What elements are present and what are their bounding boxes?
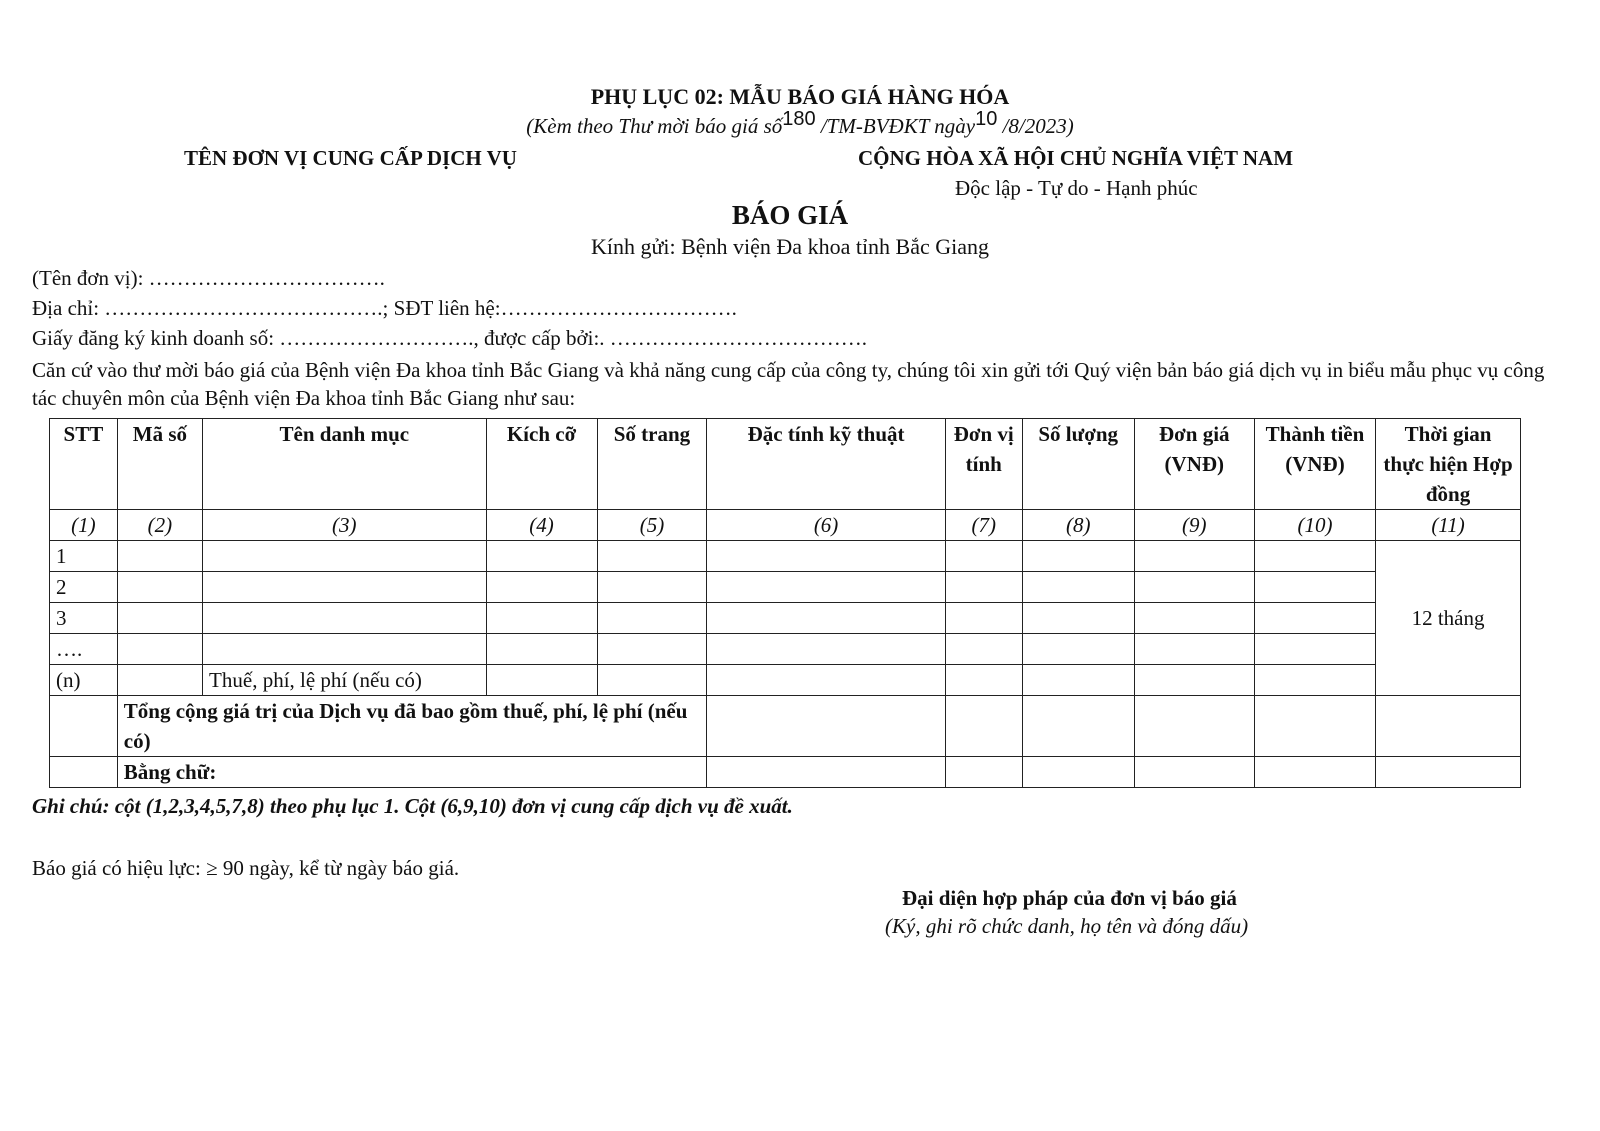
note-line: Ghi chú: cột (1,2,3,4,5,7,8) theo phụ lục 1. Cột (6,9,10) đơn vị cung cấp dịch vụ đề xuất. xyxy=(32,794,793,818)
row-stt: 3 xyxy=(50,603,118,634)
cell xyxy=(1254,665,1375,696)
representative-instructions: (Ký, ghi rõ chức danh, họ tên và đóng dấu) xyxy=(885,914,1249,938)
cell xyxy=(1134,634,1254,665)
cell xyxy=(597,634,707,665)
cell-name xyxy=(203,634,487,665)
validity-line: Báo giá có hiệu lực: ≥ 90 ngày, kể từ ngày báo giá. xyxy=(32,856,460,880)
cell xyxy=(1022,541,1134,572)
column-number: (2) xyxy=(117,510,202,541)
column-number: (10) xyxy=(1254,510,1375,541)
cell xyxy=(597,572,707,603)
cell xyxy=(1134,696,1254,757)
cell xyxy=(1134,665,1254,696)
cell xyxy=(945,572,1022,603)
cell xyxy=(117,603,202,634)
cell xyxy=(50,696,118,757)
cell xyxy=(945,665,1022,696)
header-spec: Đặc tính kỹ thuật xyxy=(707,419,945,510)
appendix-title: PHỤ LỤC 02: MẪU BÁO GIÁ HÀNG HÓA xyxy=(590,84,1010,109)
total-label: Tổng cộng giá trị của Dịch vụ đã bao gồm thuế, phí, lệ phí (nếu có) xyxy=(117,696,707,757)
quotation-table xyxy=(49,418,1521,788)
cell xyxy=(1254,603,1375,634)
cell xyxy=(707,572,945,603)
column-number: (5) xyxy=(597,510,707,541)
cell xyxy=(486,572,597,603)
column-number: (9) xyxy=(1134,510,1254,541)
cell xyxy=(945,634,1022,665)
cell xyxy=(1022,665,1134,696)
cell xyxy=(597,541,707,572)
row-stt: …. xyxy=(50,634,118,665)
cell xyxy=(1376,757,1521,788)
cell xyxy=(117,665,202,696)
cell-name xyxy=(203,541,487,572)
column-number: (1) xyxy=(50,510,118,541)
column-number: (7) xyxy=(945,510,1022,541)
attachment-reference xyxy=(0,108,1600,139)
cell xyxy=(945,696,1022,757)
cell xyxy=(945,541,1022,572)
table-row xyxy=(50,603,1521,634)
in-words-row xyxy=(50,757,1521,788)
invitation-day: 10 xyxy=(975,108,998,130)
cell xyxy=(707,603,945,634)
total-row xyxy=(50,696,1521,757)
cell xyxy=(486,603,597,634)
header-duration: Thời gian thực hiện Hợp đồng xyxy=(1376,419,1521,510)
row-stt: 2 xyxy=(50,572,118,603)
header-name: Tên danh mục xyxy=(203,419,487,510)
cell xyxy=(707,696,945,757)
cell xyxy=(1134,603,1254,634)
header-qty: Số lượng xyxy=(1022,419,1134,510)
attachment-middle: /TM-BVĐKT ngày xyxy=(815,114,976,138)
header-price: Đơn giá (VNĐ) xyxy=(1134,419,1254,510)
cell xyxy=(597,603,707,634)
column-number: (6) xyxy=(707,510,945,541)
intro-paragraph: Căn cứ vào thư mời báo giá của Bệnh viện Đa khoa tỉnh Bắc Giang và khả năng cung cấp của công ty, chúng tôi xin gửi tới Quý viện bản báo giá dịch vụ in biểu mẫu phục vụ công tác chuyên môn của Bệnh viện Đa khoa tỉnh Bắc Giang như sau: xyxy=(32,358,1545,410)
row-stt: 1 xyxy=(50,541,118,572)
cell xyxy=(707,634,945,665)
invitation-number: 180 xyxy=(782,108,816,130)
table-header-row xyxy=(50,419,1521,510)
cell xyxy=(1134,541,1254,572)
column-number: (11) xyxy=(1376,510,1521,541)
cell xyxy=(486,634,597,665)
cell xyxy=(707,665,945,696)
unit-name-line: (Tên đơn vị): ……………………………. xyxy=(32,266,385,290)
cell xyxy=(1254,696,1375,757)
cell xyxy=(1254,757,1375,788)
national-motto: Độc lập - Tự do - Hạnh phúc xyxy=(955,176,1198,200)
cell xyxy=(707,757,945,788)
column-number: (4) xyxy=(486,510,597,541)
header-unit: Đơn vị tính xyxy=(945,419,1022,510)
table-row xyxy=(50,572,1521,603)
column-number: (8) xyxy=(1022,510,1134,541)
cell xyxy=(117,572,202,603)
cell xyxy=(117,634,202,665)
in-words-label: Bằng chữ: xyxy=(117,757,707,788)
representative-title: Đại diện hợp pháp của đơn vị báo giá xyxy=(902,886,1237,910)
cell xyxy=(707,541,945,572)
cell-name xyxy=(203,572,487,603)
header-stt: STT xyxy=(50,419,118,510)
address-line: Địa chỉ: ………………………………….; SĐT liên hệ:……………………………. xyxy=(32,296,737,320)
cell xyxy=(1022,572,1134,603)
table-row xyxy=(50,541,1521,572)
header-amount: Thành tiền (VNĐ) xyxy=(1254,419,1375,510)
cell xyxy=(117,541,202,572)
cell xyxy=(945,757,1022,788)
cell xyxy=(1254,634,1375,665)
cell xyxy=(1134,572,1254,603)
header-code: Mã số xyxy=(117,419,202,510)
cell xyxy=(1022,757,1134,788)
cell xyxy=(1022,603,1134,634)
supplier-name: TÊN ĐƠN VỊ CUNG CẤP DỊCH VỤ xyxy=(184,146,517,170)
column-number: (3) xyxy=(203,510,487,541)
cell xyxy=(1134,757,1254,788)
cell xyxy=(1022,634,1134,665)
cell xyxy=(597,665,707,696)
cell xyxy=(1376,696,1521,757)
cell-name xyxy=(203,603,487,634)
header-pages: Số trang xyxy=(597,419,707,510)
cell xyxy=(1254,572,1375,603)
cell-name: Thuế, phí, lệ phí (nếu có) xyxy=(203,665,487,696)
cell xyxy=(486,541,597,572)
document-title: BÁO GIÁ xyxy=(731,200,849,230)
nation-title: CỘNG HÒA XÃ HỘI CHỦ NGHĨA VIỆT NAM xyxy=(858,146,1294,170)
business-license-line: Giấy đăng ký kinh doanh số: ………………………., được cấp bởi:. ………………………………. xyxy=(32,326,868,350)
header-size: Kích cỡ xyxy=(486,419,597,510)
cell xyxy=(1254,541,1375,572)
cell xyxy=(945,603,1022,634)
cell xyxy=(50,757,118,788)
table-row xyxy=(50,665,1521,696)
table-row xyxy=(50,634,1521,665)
recipient-line: Kính gửi: Bệnh viện Đa khoa tỉnh Bắc Giang xyxy=(590,234,990,259)
column-number-row xyxy=(50,510,1521,541)
attachment-prefix: (Kèm theo Thư mời báo giá số xyxy=(526,114,783,138)
attachment-suffix: /8/2023) xyxy=(997,114,1074,138)
duration-cell: 12 tháng xyxy=(1376,541,1521,696)
cell xyxy=(1022,696,1134,757)
row-stt: (n) xyxy=(50,665,118,696)
cell xyxy=(486,665,597,696)
